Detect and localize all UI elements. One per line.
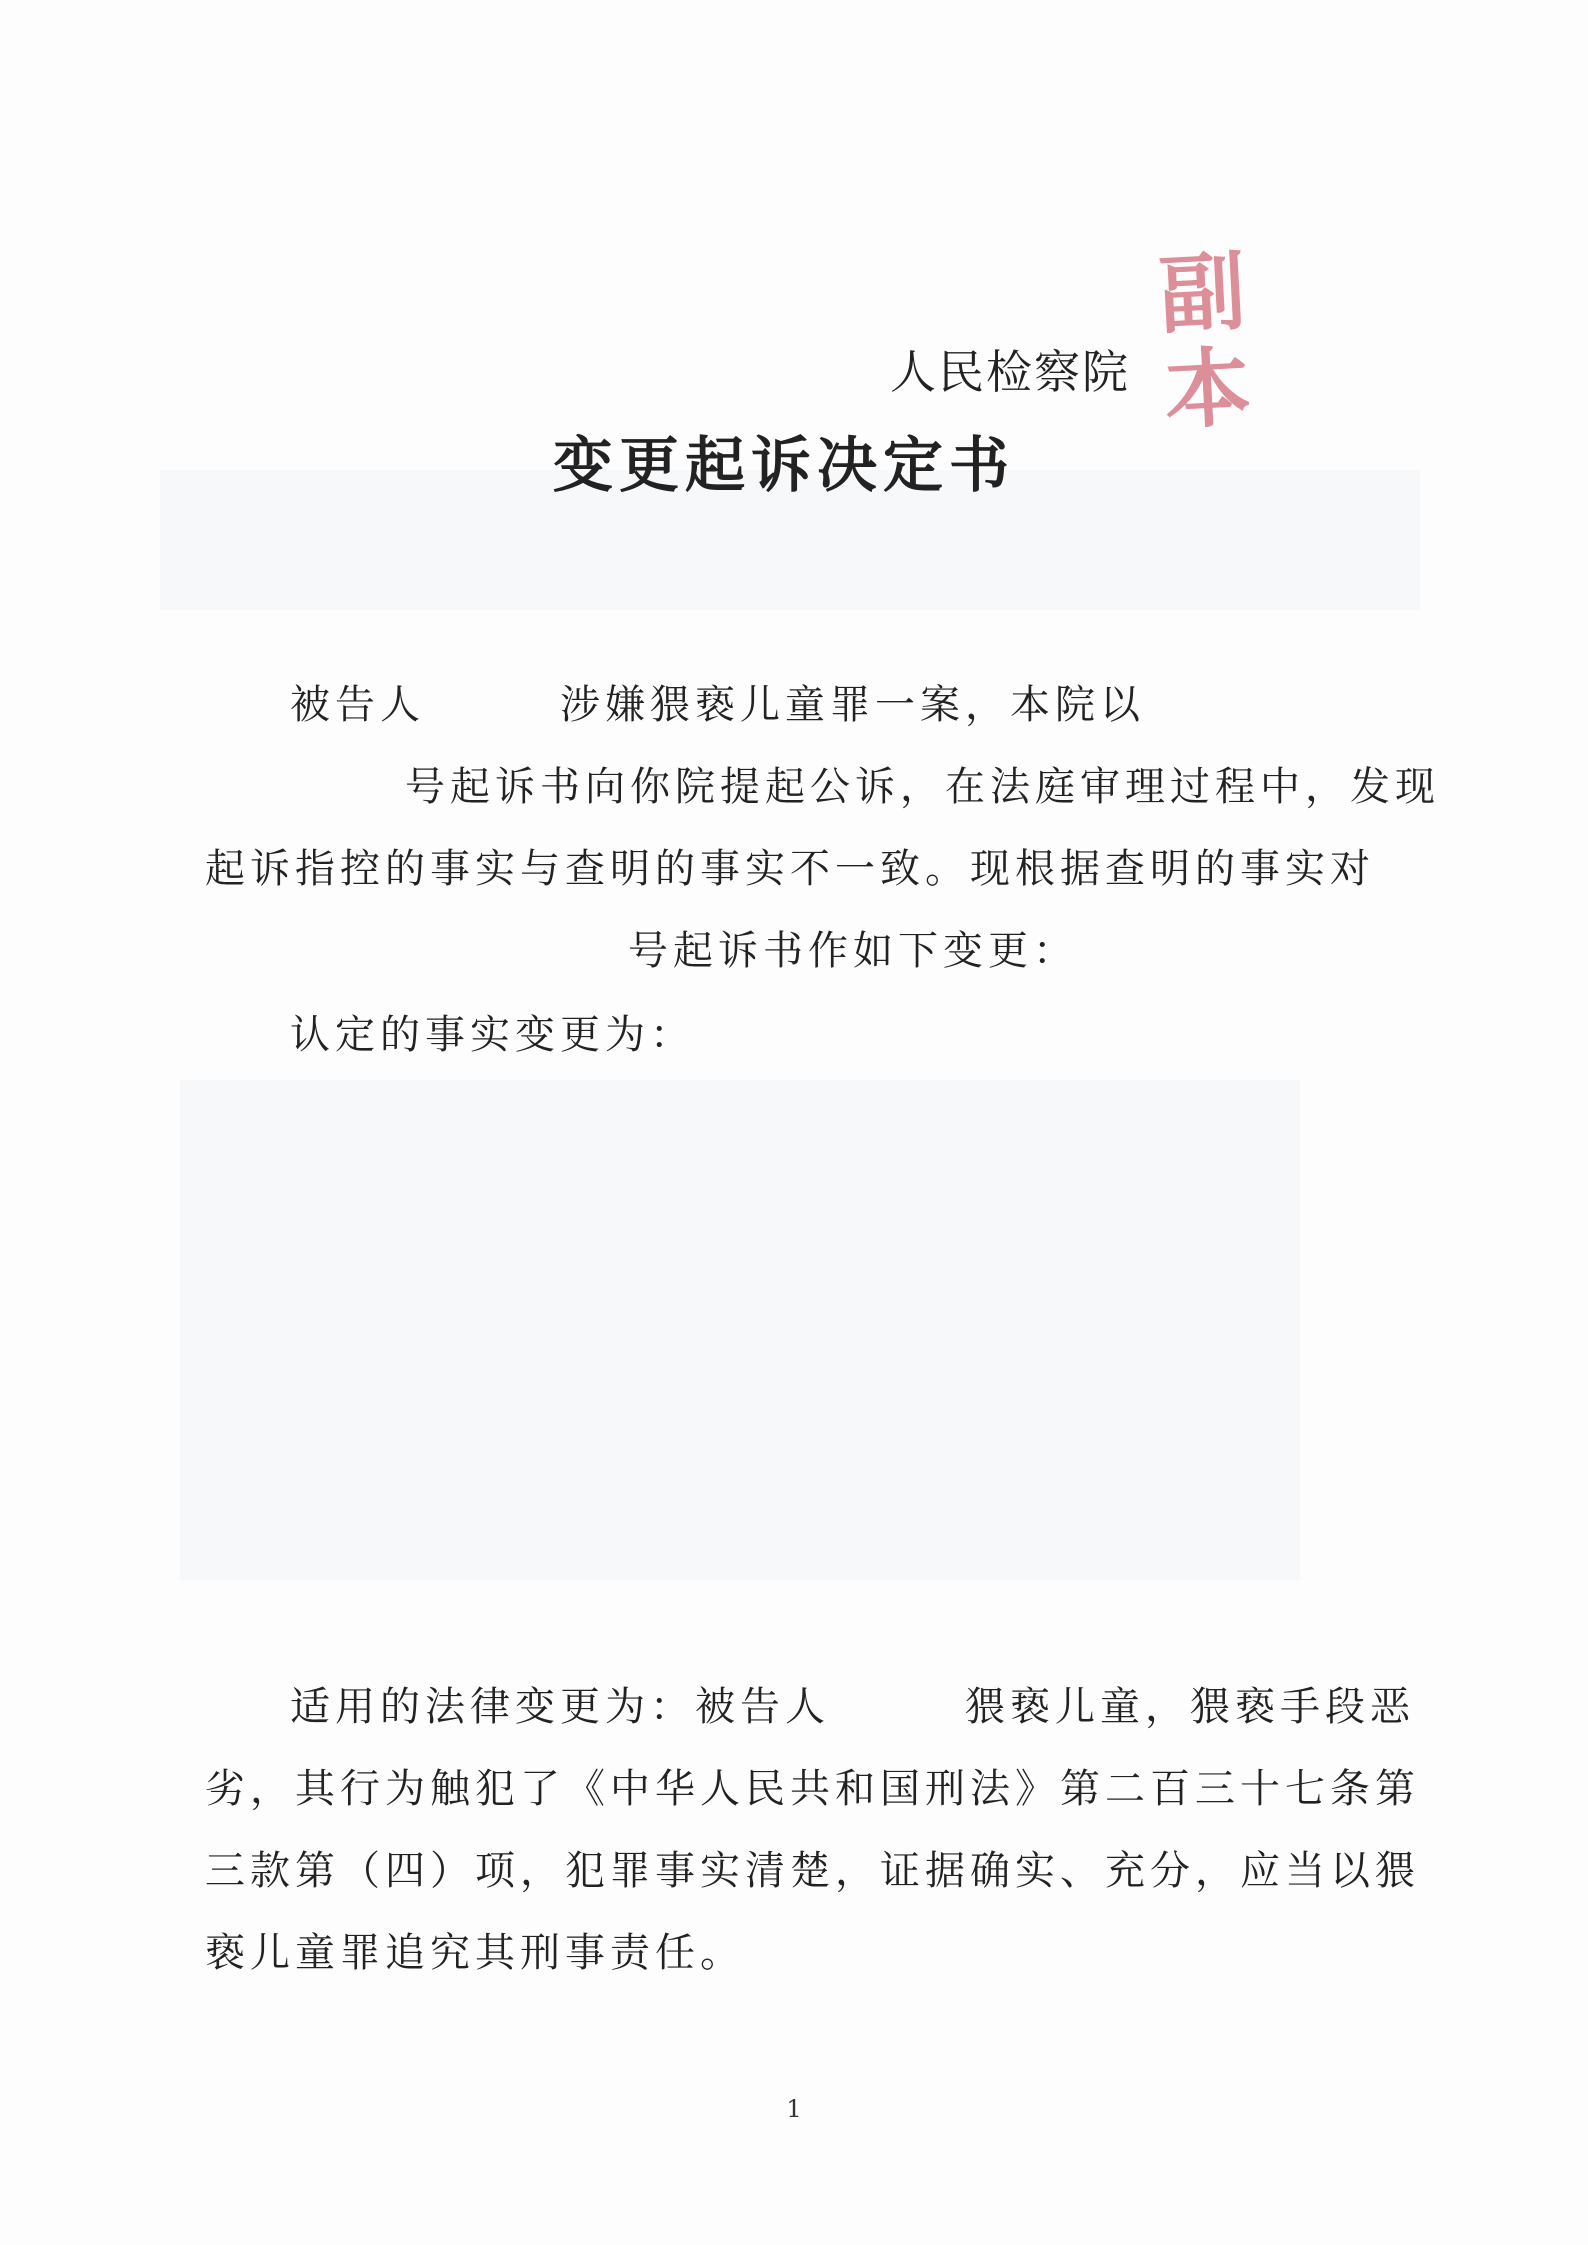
procuratorate-name: 人民检察院 [890, 345, 1130, 399]
paragraph1-line4: 号起诉书作如下变更： [628, 928, 1078, 974]
paragraph1-line2: 号起诉书向你院提起公诉，在法庭审理过程中，发现 [405, 764, 1440, 810]
stamp-char-bottom: 本 [1161, 337, 1254, 443]
document-title-text: 变更起诉决定书 [553, 431, 1015, 501]
copy-stamp [1145, 241, 1265, 443]
law-paragraph-line1: 适用的法律变更为：被告人 猥亵儿童，猥亵手段恶 [290, 1684, 1415, 1730]
law-paragraph-line2: 劣，其行为触犯了《中华人民共和国刑法》第二百三十七条第 [205, 1766, 1420, 1812]
law-paragraph-line4: 亵儿童罪追究其刑事责任。 [205, 1930, 745, 1976]
document-title [0, 418, 1588, 504]
facts-heading: 认定的事实变更为： [290, 1012, 695, 1058]
law-paragraph-line3: 三款第（四）项，犯罪事实清楚，证据确实、充分，应当以猥 [205, 1848, 1420, 1894]
paragraph1-line3: 起诉指控的事实与查明的事实不一致。现根据查明的事实对 [205, 846, 1375, 892]
stamp-char-top: 副 [1156, 241, 1249, 347]
page-number: 1 [786, 2095, 802, 2123]
scan-shading [180, 1080, 1300, 1580]
paragraph1-line1: 被告人 涉嫌猥亵儿童罪一案，本院以 [290, 682, 1145, 728]
